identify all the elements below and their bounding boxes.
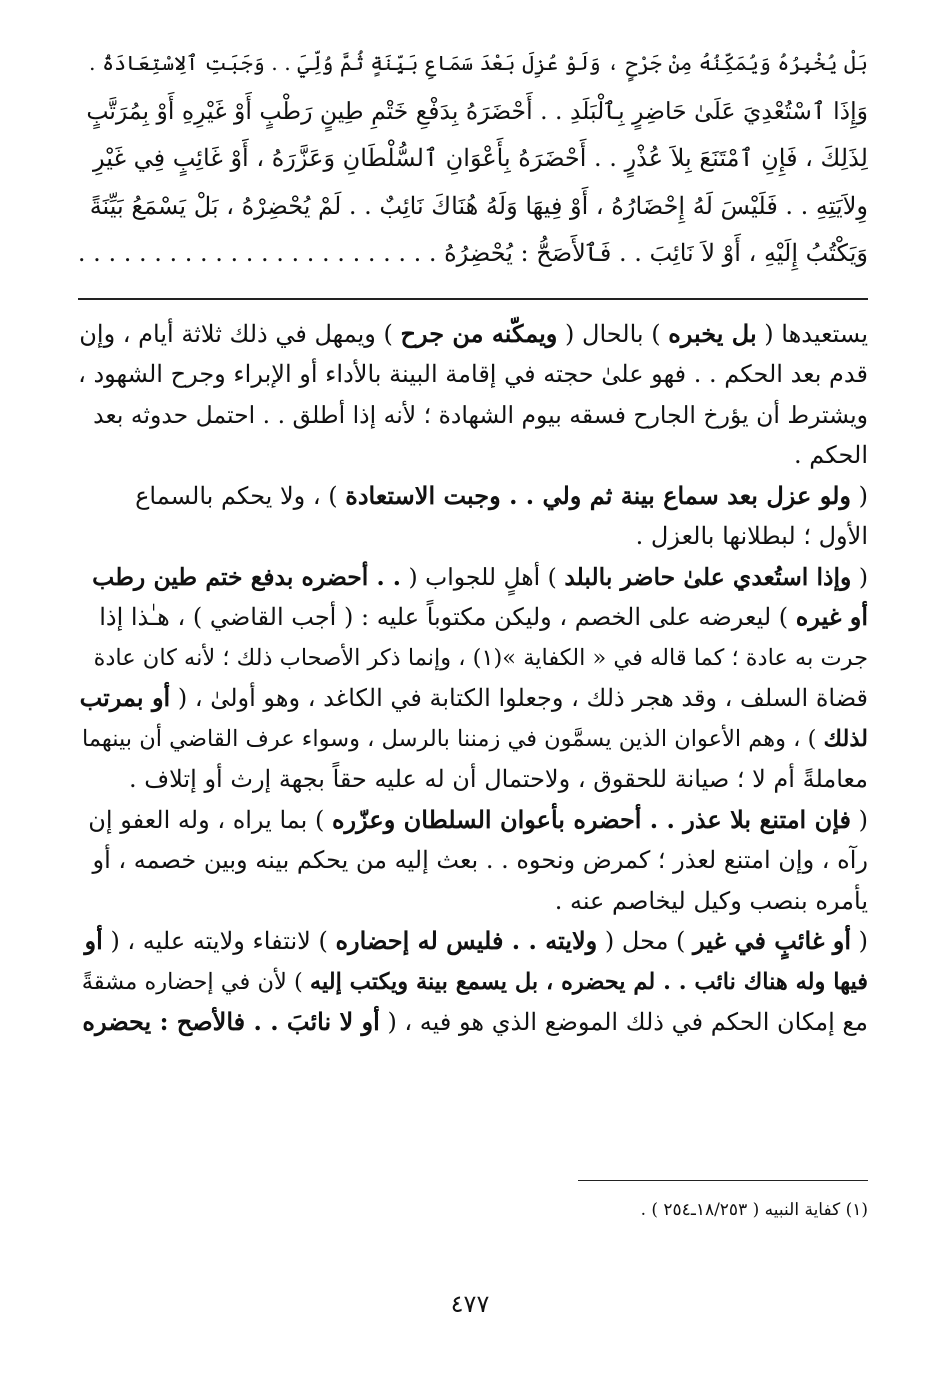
footnote-separator (578, 1180, 868, 1181)
sharh-line (78, 557, 868, 598)
quoted-matn-segment: أو لا نائبَ . . فالأصح : يحضره (82, 1007, 380, 1036)
commentary-segment: ) محل ( (597, 927, 694, 955)
quoted-matn-segment: ويمكّنه من جرح (400, 318, 558, 348)
sharh-line (78, 921, 868, 962)
sharh-line (78, 354, 868, 395)
commentary-segment: ) بما يراه ، وله العفو إن (88, 805, 332, 834)
sharh-line (78, 759, 868, 800)
commentary-segment: ) بالحال ( (557, 319, 669, 348)
commentary-segment: ( (851, 805, 868, 834)
commentary-segment: ) ليعرضه على الخصم ، وليكن مكتوباً عليه : ( أجب القاضي ) ، هـٰذا إذا (99, 603, 796, 631)
commentary-segment: الحكم . (794, 441, 868, 469)
matn-separator (78, 298, 868, 300)
matn-line: وَإِذَا ٱسْتُعْدِيَ عَلَىٰ حَاضِرٍ بِٱلْبَلَدِ . . أَحْضَرَهُ بِدَفْعِ خَتْمِ طِينٍ رَطْبٍ أَوْ غَيْرِهِ أَوْ بِمُرَتَّبٍ (86, 96, 868, 125)
commentary-segment: جرت به عادة ؛ كما قاله في « الكفاية »(١) ، وإنما ذكر الأصحاب ذلك ؛ لأنه كان عادة (93, 644, 868, 671)
matn-line: وَيَكْتُبُ إِلَيْهِ ، أَوْ لاَ نَائِبَ . . فَٱلأَصَحُّ : يُحْضِرُهُ . . . . . . . . . . . . . . . . . . . . . . . . (78, 239, 868, 267)
matn-line: بَلْ يُخْبِرُهُ وَيُمَكِّنُهُ مِنْ جَرْحٍ ، وَلَوْ عُزِلَ بَعْدَ سَمَاعِ بَيِّنَةٍ ثُمَّ وُلِّيَ . . وَجَبَتِ ٱلِاسْتِعَادَةُ . (89, 51, 868, 75)
quoted-matn-segment: فيها وله هناك نائب . . لم يحضره ، بل يسمع بينة ويكتب إليه (309, 968, 868, 995)
sharh-line (78, 638, 868, 679)
commentary-segment: ) ، وهم الأعوان الذين يسمَّون في زمننا بالرسل ، وسواء عرف القاضي أن بينهما (81, 725, 824, 752)
sharh-line (78, 395, 868, 436)
commentary-segment: ( (851, 562, 868, 591)
commentary-segment: الأول ؛ لبطلانها بالعزل . (635, 522, 868, 550)
sharh-line (78, 476, 868, 517)
quoted-matn-segment: . . أحضره بدفع ختم طين رطب (92, 562, 401, 591)
quoted-matn-segment: ولو عزل بعد سماع بينة ثم ولي . . وجبت الاستعادة (345, 480, 851, 510)
commentary-segment: قضاة السلف ، وقد هجر ذلك ، وجعلوا الكتابة في الكاغد ، وهو أولىٰ ، ( (170, 684, 868, 712)
page-number: ٤٧٧ (450, 1290, 490, 1318)
commentary-segment: يستعيدها ( (756, 319, 868, 348)
sharh-line (78, 719, 868, 760)
sharh-line (78, 962, 868, 1003)
sharh-line (78, 678, 868, 719)
commentary-segment: ( (851, 927, 868, 955)
commentary-segment: ) ويمهل في ذلك ثلاثة أيام ، وإن (79, 319, 401, 348)
sharh-line (78, 840, 868, 881)
quoted-matn-segment: أو (84, 926, 103, 955)
page-body (78, 40, 868, 1043)
sharh-line (78, 516, 868, 557)
matn-line: لِذَلِكَ ، فَإِنِ ٱمْتَنَعَ بِلاَ عُذْرٍ . . أَحْضَرَهُ بِأَعْوَانِ ٱلسُّلْطَانِ وَعَزَّرَهُ ، أَوْ غَائِبٍ فِي غَيْرِ (92, 144, 868, 172)
matn-line: وِلاَيَتِهِ . . فَلَيْسَ لَهُ إِحْضَارُهُ ، أَوْ فِيهَا وَلَهُ هُنَاكَ نَائِبٌ . . لَمْ يُحْضِرْهُ ، بَلْ يَسْمَعُ بَيِّنَةً (89, 191, 868, 220)
sharh-line (78, 800, 868, 841)
sharh-line (78, 314, 868, 355)
commentary-segment: ) ، ولا يحكم بالسماع (135, 481, 346, 510)
quoted-matn-segment: أو غيره (795, 602, 868, 631)
commentary-segment: ) أهلٍ للجواب ( (401, 562, 565, 591)
quoted-matn-segment: فإن امتنع بلا عذر . . أحضره بأعوان السلطان وعزّره (331, 804, 851, 834)
quoted-matn-segment: وإذا استُعدي علىٰ حاضر بالبلد (564, 562, 852, 591)
commentary-segment: رآه ، وإن امتنع لعذر ؛ كمرض ونحوه . . بعث إليه من يحكم بينه وبين خصمه ، أو (92, 846, 868, 874)
commentary-segment: معاملةً أم لا ؛ صيانة للحقوق ، ولاحتمال أن له عليه حقاً بجهة إرث أو إتلاف . (129, 765, 868, 793)
commentary-segment: ) لأن في إحضاره مشقةً (81, 968, 310, 995)
commentary-segment: مع إمكان الحكم في ذلك الموضع الذي هو فيه ، ( (379, 1008, 868, 1036)
quoted-matn-segment: لذلك (823, 725, 868, 752)
sharh-line (78, 435, 868, 476)
sharh-line (78, 1002, 868, 1043)
commentary-segment: ) لانتفاء ولايته عليه ، ( (102, 927, 336, 955)
commentary-segment: ( (851, 481, 868, 510)
quoted-matn-segment: أو غائبٍ في غير (693, 926, 851, 955)
footnote: (١) كفاية النبيه ( ١٨/٢٥٣ـ٢٥٤ ) . (640, 1200, 868, 1220)
sharh-text (78, 314, 868, 1043)
sharh-line (78, 881, 868, 922)
quoted-matn-segment: ولايته . . فليس له إحضاره (335, 926, 598, 955)
sharh-line (78, 597, 868, 638)
quoted-matn-segment: بل يخبره (668, 318, 757, 348)
quoted-matn-segment: أو بمرتب (79, 683, 171, 712)
commentary-segment: يأمره بنصب وكيل ليخاصم عنه . (554, 886, 868, 915)
commentary-segment: قدم بعد الحكم . . فهو علىٰ حجته في إقامة البينة بالأداء أو الإبراء وجرح الشهود ، (78, 360, 868, 388)
matn-text (78, 40, 868, 278)
commentary-segment: ويشترط أن يؤرخ الجارح فسقه بيوم الشهادة ؛ لأنه إذا أطلق . . احتمل حدوثه بعد (93, 400, 868, 429)
